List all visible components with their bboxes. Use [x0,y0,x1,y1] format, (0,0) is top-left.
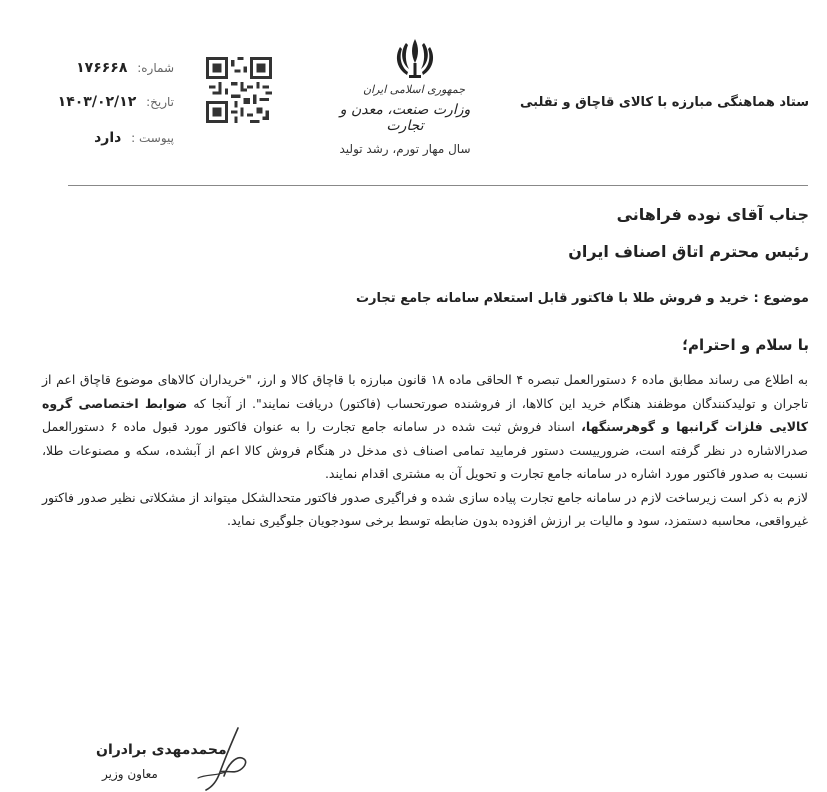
greeting: با سلام و احترام؛ [682,336,809,354]
organization-name: ستاد هماهنگی مبارزه با کالای قاچاق و تقلبی [520,95,809,110]
qr-code-icon [206,57,272,123]
signatory-name: محمدمهدی برادران [96,742,227,758]
addressee-title: رئیس محترم اتاق اصناف ایران [568,242,809,261]
number-value: ۱۷۶۶۶۸ [76,60,128,76]
paragraph-1-bold: ضوابط اختصاصی گروه کالایی فلزات گرانبها و گوهرسنگها، [42,395,808,434]
date-value: ۱۴۰۳/۰۲/۱۲ [57,94,137,110]
date-label: تاریخ: [146,95,174,109]
ministry-title: وزارت صنعت، معدن و تجارت [339,102,471,134]
paragraph-2: لازم به ذکر است زیرساخت لازم در سامانه جامع تجارت پیاده سازی شده و فراگیری صدور فاکتور متحدالشکل میتواند از مشکلاتی نظیر صدور فاکتور غیرواقعی، محاسبه دستمزد، سود و مالیات بر ارزش افزوده بدون ضابطه توسط برخی سودجویان جلوگیری نماید. [42,489,808,528]
letter-attachment [94,130,174,146]
iran-emblem-icon [393,35,437,81]
paragraph-1 [42,368,808,486]
letter-number [76,60,174,76]
header-divider [68,185,808,186]
signatory-title: معاون وزیر [102,767,158,781]
attachment-value: دارد [94,130,122,146]
handwritten-signature-icon [176,726,266,792]
attachment-label: پیوست : [131,131,174,145]
letter-date [58,94,174,110]
letter-subject: موضوع : خرید و فروش طلا با فاکتور قابل استعلام سامانه جامع تجارت [355,291,809,306]
year-slogan: سال مهار تورم، رشد تولید [339,142,471,156]
government-title: جمهوری اسلامی ایران [362,83,466,96]
letter-body [42,368,808,533]
number-label: شماره: [137,61,174,75]
addressee-name: جناب آقای نوده فراهانی [616,205,809,224]
paragraph-1-text: به اطلاع می رساند مطابق ماده ۶ دستورالعمل تبصره ۴ الحاقی ماده ۱۸ قانون مبارزه با قاچاق کالا و ارز، "خریداران کالاهای موضوع قاچاق اعم از تاجران و تولیدکنندگان موظفند هنگام خرید این کالاها، از فروشنده صورتحساب (فاکتور) دریافت نمایند". از آنجا که [42,372,809,411]
paragraph-1-rest: اسناد فروش ثبت شده در سامانه جامع تجارت را به عنوان فاکتور مورد قبول ماده ۶ دستورالعمل صدرالاشاره در نظر گرفته است، ضرورییست دستور فرمایید تمامی اصناف ذی مدخل در هنگام فروش کالا اعم از آبشده، سکه و مصنوعات طلا، نسبت به صدور فاکتور مورد اشاره در سامانه جامع تجارت و تحویل آن به مشتری اقدام نمایند. [42,419,808,481]
